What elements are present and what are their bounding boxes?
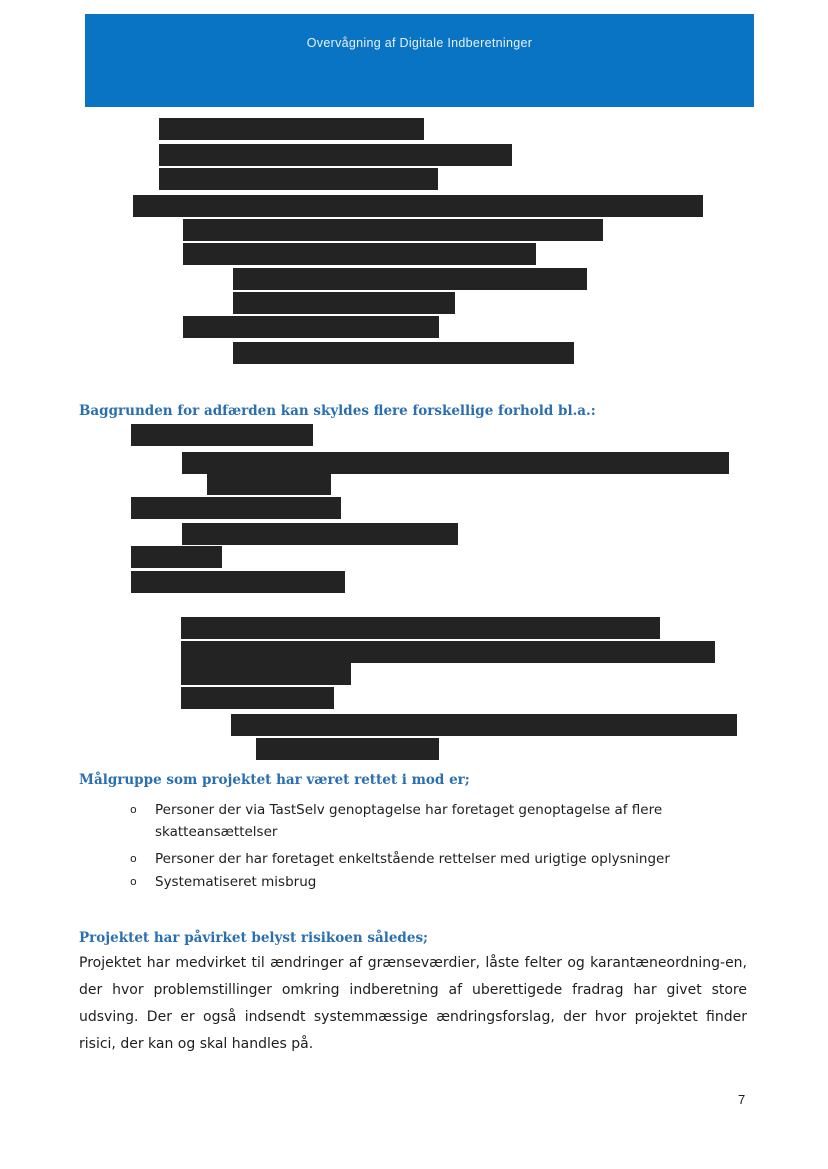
redaction-bar: [131, 546, 222, 568]
list-item: [130, 848, 750, 870]
redaction-bar: [233, 342, 574, 364]
background-heading: Baggrunden for adfærden kan skyldes flere forskellige forhold bl.a.:: [79, 403, 596, 419]
risk-heading: Projektet har påvirket belyst risikoen således;: [79, 930, 429, 946]
document-title: Overvågning af Digitale Indberetninger: [306, 36, 533, 50]
redaction-bar: [159, 168, 438, 190]
redaction-bar: [183, 219, 603, 241]
target-group-heading: Målgruppe som projektet har været rettet i mod er;: [79, 772, 470, 788]
list-item-text: Personer der har foretaget enkeltstående rettelser med urigtige oplysninger: [155, 851, 670, 867]
redaction-bar: [183, 243, 536, 265]
redaction-bar: [231, 714, 737, 736]
redaction-bar: [159, 144, 512, 166]
list-item: [130, 871, 750, 893]
redaction-bar: [233, 292, 455, 314]
redaction-bar: [181, 687, 334, 709]
redaction-bar: [256, 738, 439, 760]
list-item: [130, 799, 750, 843]
redaction-bar: [159, 118, 424, 140]
page-header-band: [85, 14, 754, 107]
redaction-bar: [183, 316, 439, 338]
redaction-bar: [182, 523, 458, 545]
redaction-bar: [182, 452, 729, 474]
bullet-marker: o: [130, 875, 137, 888]
redaction-bar: [233, 268, 587, 290]
page-number: 7: [738, 1092, 746, 1107]
redaction-bar: [131, 424, 313, 446]
list-item-text: Personer der via TastSelv genoptagelse har foretaget genoptagelse af flere skatteansættelser: [155, 802, 663, 840]
redaction-bar: [133, 195, 703, 217]
redaction-bar: [131, 571, 345, 593]
risk-paragraph: Projektet har medvirket til ændringer af grænseværdier, låste felter og karantæneordning-en, der hvor problemstillinger omkring indberetning af uberettigede fradrag har givet store udsving. Der er også indsendt systemmæssige ændringsforslag, der hvor projektet finder risici, der kan og skal handles på.: [79, 955, 747, 1052]
bullet-marker: o: [130, 803, 137, 816]
redaction-bar: [131, 497, 341, 519]
redaction-bar: [181, 617, 660, 639]
redaction-bar: [207, 473, 331, 495]
list-item-text: Systematiseret misbrug: [155, 874, 317, 890]
redaction-bar: [181, 641, 715, 663]
bullet-marker: o: [130, 852, 137, 865]
redaction-bar: [181, 663, 351, 685]
